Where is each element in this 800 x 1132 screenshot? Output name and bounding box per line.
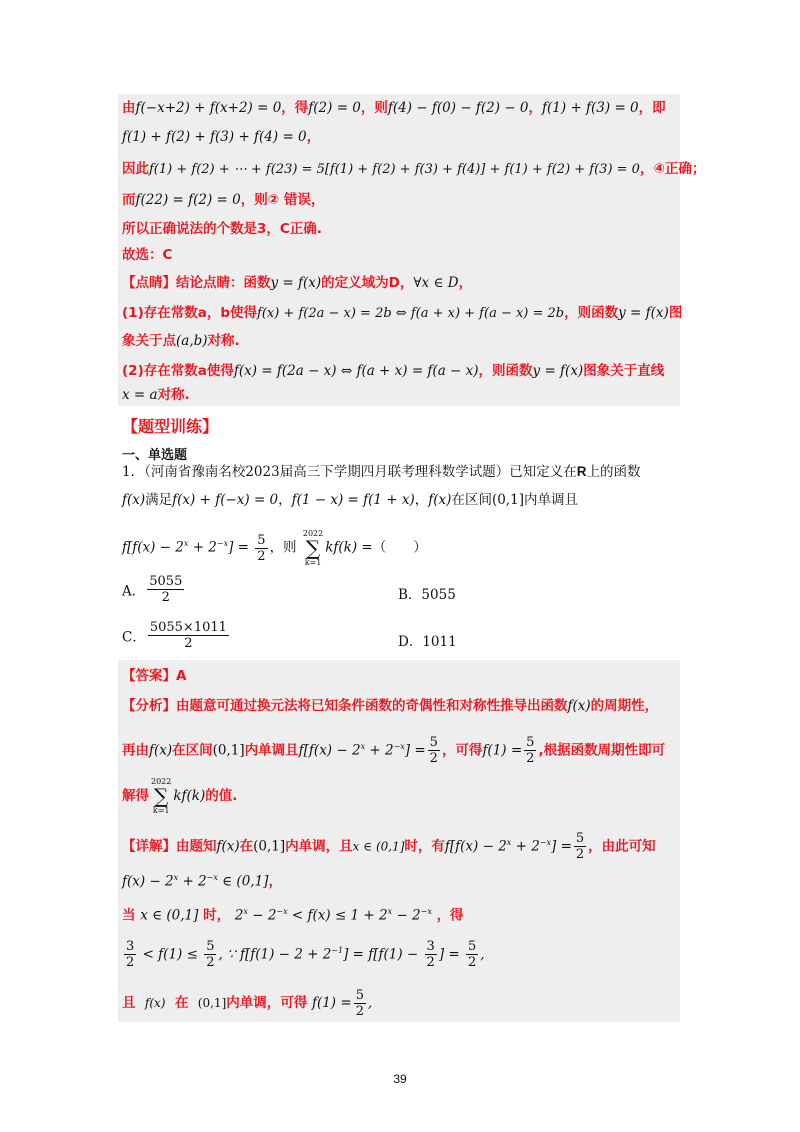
- page-number: 39: [393, 1072, 407, 1086]
- subsection-title: 一、单选题: [122, 448, 188, 463]
- fraction: $\frac{5}{2}$: [257, 532, 266, 564]
- detail-line-4: $\frac{3}{2}$ < f(1) ≤ $\frac{5}{2}$ , ∵ $f[f(1) - 2 + 2^{-1}] = f[f(1)$ − $\frac{3}{2}$ ] = $\frac{5}{2}$ ,: [126, 939, 485, 970]
- question-line-2: f(x)满足f(x) + f(−x) = 0，f(1 − x) = f(1 + x)，f(x)在区间(0,1]内单调且: [122, 492, 578, 508]
- solution-line-6: 故选：C: [122, 247, 173, 263]
- option-d[interactable]: D．1011: [398, 634, 457, 650]
- detail-line-5: 且 f(x) 在 (0,1]内单调，可得 f(1) = $\frac{5}{2}$ ,: [122, 987, 373, 1019]
- summation-sign: 2022 ∑ k=1: [302, 529, 324, 567]
- analysis-line-2: 再由f(x)在区间(0,1]内单调且$f[f(x) - 2^x + 2^{-x}]$ = $\frac{5}{2}$ ，可得f(1) = $\frac{5}{2}$ ,根据函数周期性即可: [122, 735, 666, 766]
- analysis-line-1: 【分析】由题意可通过换元法将已知条件函数的奇偶性和对称性推导出函数f(x)的周期性，: [122, 698, 659, 714]
- solution-line-3: 因此f(1) + f(2) + ⋯ + f(23) = 5[f(1) + f(2) + f(3) + f(4)] + f(1) + f(2) + f(3) = 0，④正确；: [122, 161, 706, 177]
- option-b[interactable]: B．5055: [398, 587, 456, 603]
- solution-line-5: 所以正确说法的个数是3，C正确.: [122, 221, 322, 237]
- remark-line-4: (2)存在常数a使得f(x) = f(2a − x) ⇔ f(a + x) = f(a − x)，则函数y = f(x)图象关于直线: [122, 363, 665, 379]
- remark-line-1: 【点睛】结论点睛：函数y = f(x)的定义域为D，∀x ∈ D，: [122, 275, 473, 291]
- remark-line-5: x = a对称.: [122, 387, 190, 403]
- remark-line-2: (1)存在常数a，b使得f(x) + f(2a − x) = 2b ⇔ f(a + x) + f(a − x) = 2b，则函数y = f(x)图: [122, 305, 683, 321]
- section-heading: 【题型训练】: [122, 417, 219, 436]
- solution-line-4: 而f(22) = f(2) = 0，则② 错误，: [122, 192, 325, 208]
- solution-line-1: 由f(−x+2) + f(x+2) = 0，得f(2) = 0，则f(4) − f(0) − f(2) − 0，f(1) + f(3) = 0，即: [122, 100, 666, 116]
- solution-line-2: f(1) + f(2) + f(3) + f(4) = 0，: [122, 129, 321, 145]
- detail-line-1: 【详解】由题知f(x)在(0,1]内单调，且x ∈ (0,1]时，有$f[f(x) - 2^x + 2^{-x}]$ = $\frac{5}{2}$ ，由此可知: [122, 831, 656, 862]
- analysis-line-3: 解得 2022 ∑ k=1 kf(k)的值.: [122, 777, 238, 815]
- option-c[interactable]: C． $\frac{5055\times 1011}{2}$: [122, 620, 227, 651]
- option-a[interactable]: A． $\frac{5055}{2}$: [122, 574, 183, 605]
- question-line-3: $f[f(x) - 2^x + 2^{-x}]$ = $\frac{5}{2}$ ，则 2022 ∑ k=1 kf(k) =（ ）: [122, 529, 427, 567]
- answer-line: 【答案】A: [122, 668, 187, 684]
- detail-line-3: 当 x ∈ (0,1] 时， $2^x - 2^{-x} < f(x) \le 1 + 2^x - 2^{-x}$ ，得: [122, 907, 464, 924]
- question-line-1: 1．（河南省豫南名校2023届高三下学期四月联考理科数学试题）已知定义在R上的函数: [122, 464, 641, 480]
- detail-line-2: $f(x) - 2^x + 2^{-x}$ ∈ (0,1]，: [122, 873, 282, 890]
- remark-line-3: 象关于点(a,b)对称.: [122, 333, 240, 349]
